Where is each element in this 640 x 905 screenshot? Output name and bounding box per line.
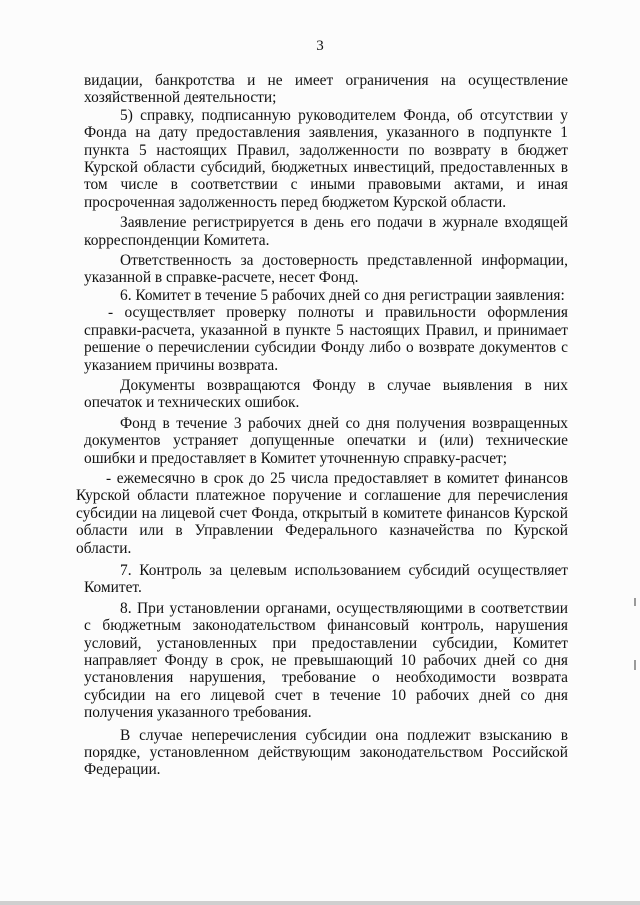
document-body: [76, 72, 568, 779]
paragraph-item-5: 5) справку, подписанную руководителем Фонда, об отсутствии у Фонда на дату предоставления заявления, указанного в подпункте 1 пункта 5 настоящих Правил, задолженности по возврату в бюджет Курской области субсидий, бюджетных инвестиций, предоставленных в том числе в соответствии с иными правовыми актами, и иная просроченная задолженность перед бюджетом Курской области.: [84, 106, 568, 211]
paragraph-section-8: 8. При установлении органами, осуществляющими в соответствии с бюджетным законодательством финансовый контроль, нарушения условий, установленных при предоставлении субсидии, Комитет направляет Фонду в срок, не превышающий 10 рабочих дней со дня установления нарушения, требование о необходимости возврата субсидии на его лицевой счет в течение 10 рабочих дней со дня получения указанного требования.: [84, 599, 568, 722]
scan-artifact-mark: [634, 598, 636, 606]
paragraph-documents-returned: Документы возвращаются Фонду в случае выявления в них опечаток и технических ошибок.: [84, 376, 568, 412]
paragraph-registration: Заявление регистрируется в день его подачи в журнале входящей корреспонденции Комитета.: [84, 214, 568, 249]
paragraph-recovery: В случае неперечисления субсидии она подлежит взысканию в порядке, установленном действующим законодательством Российской Федерации.: [84, 726, 568, 779]
paragraph-section-7: 7. Контроль за целевым использованием субсидий осуществляет Комитет.: [84, 561, 568, 597]
paragraph-verification: - осуществляет проверку полноты и правильности оформления справки-расчета, указанной в пункте 5 настоящих Правил, и принимает решение о перечислении субсидии Фонду либо о возврате документов с указанием причины возврата.: [84, 304, 568, 374]
paragraph-section-6: 6. Комитет в течение 5 рабочих дней со дня регистрации заявления:: [120, 286, 565, 304]
scan-artifact-mark: [634, 660, 636, 670]
paragraph-responsibility: Ответственность за достоверность представленной информации, указанной в справке-расчете, несет Фонд.: [84, 252, 568, 287]
scan-bottom-edge: [0, 901, 640, 905]
page-number: 3: [316, 38, 324, 54]
paragraph-fund-corrections: Фонд в течение 3 рабочих дней со дня получения возвращенных документов устраняет допущенные опечатки и (или) технические ошибки и предоставляет в Комитет уточненную справку-расчет;: [84, 414, 568, 467]
paragraph-continuation: видации, банкротства и не имеет ограничения на осуществление хозяйственной деятельности;: [84, 72, 568, 107]
paragraph-monthly-submission: - ежемесячно в срок до 25 числа предоставляет в комитет финансов Курской области платежное поручение и соглашение для перечисления субсидии на лицевой счет Фонда, открытый в комитете финансов Курской области или в Управлении Федерального казначейства по Курской области.: [76, 469, 568, 557]
